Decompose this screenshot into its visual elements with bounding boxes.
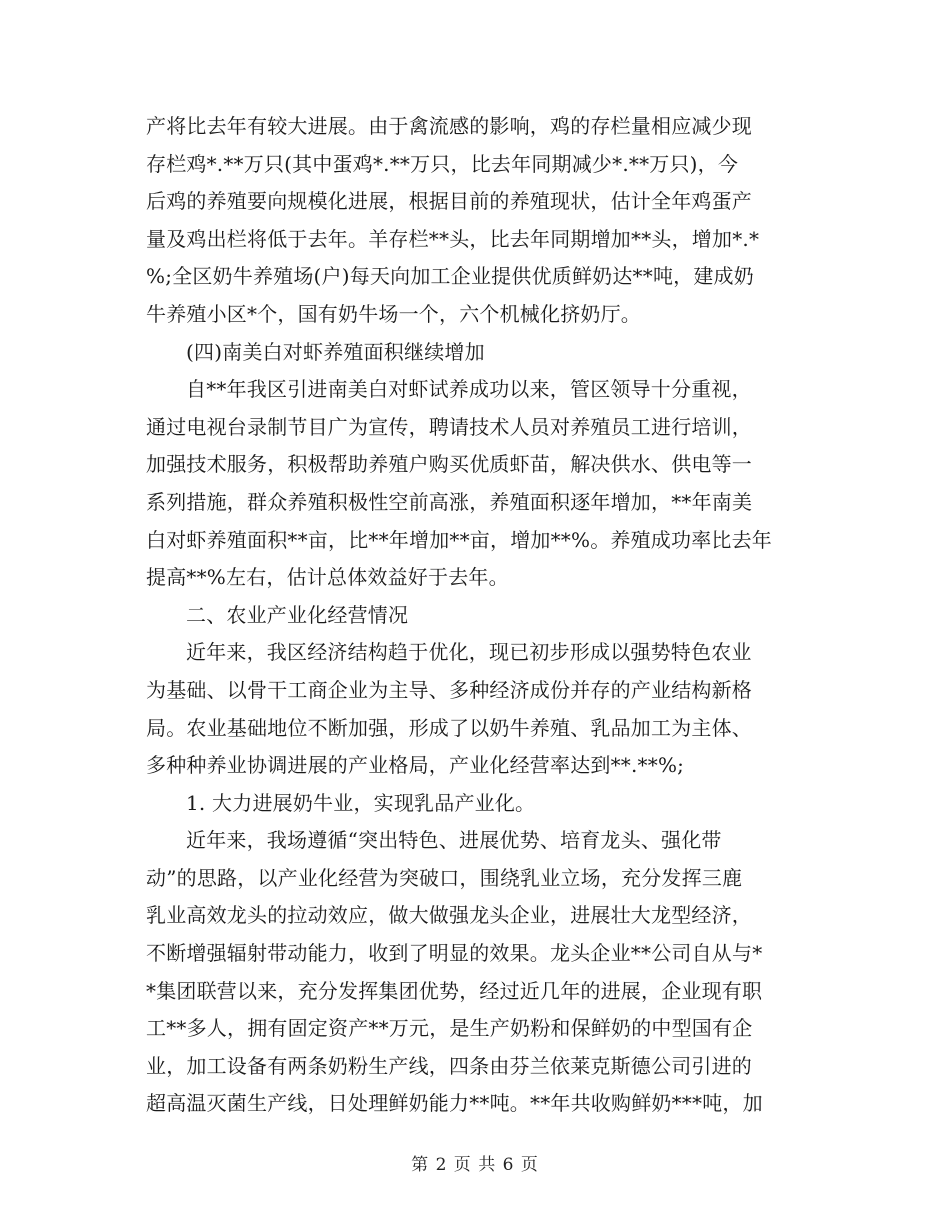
section-heading: 1. 大力进展奶牛业，实现乳品产业化。 — [186, 790, 536, 815]
section-heading: 二、农业产业化经营情况 — [186, 602, 409, 627]
body-line: *集团联营以来，充分发挥集团优势，经过近几年的进展，企业现有职 — [146, 978, 763, 1003]
body-line: 动”的思路，以产业化经营为突破口，围绕乳业立场，充分发挥三鹿 — [146, 865, 743, 890]
document-body — [146, 108, 806, 1123]
body-line: 为基础、以骨干工商企业为主导、多种经济成份并存的产业结构新格 — [146, 677, 752, 702]
body-line: 系列措施，群众养殖积极性空前高涨，养殖面积逐年增加，**年南美 — [146, 489, 753, 514]
body-line: 存栏鸡*.**万只(其中蛋鸡*.**万只，比去年同期减少*.**万只)，今 — [146, 151, 739, 176]
body-line: 白对虾养殖面积**亩，比**年增加**亩，增加**%。养殖成功率比去年 — [146, 527, 773, 552]
body-line: 近年来，我区经济结构趋于优化，现已初步形成以强势特色农业 — [186, 640, 752, 665]
body-line: 提高**%左右，估计总体效益好于去年。 — [146, 565, 509, 590]
body-line: 局。农业基础地位不断加强，形成了以奶牛养殖、乳品加工为主体、 — [146, 715, 752, 740]
body-line: 通过电视台录制节目广为宣传，聘请技术人员对养殖员工进行培训， — [146, 414, 752, 439]
body-line: 不断增强辐射带动能力，收到了明显的效果。龙头企业**公司自从与* — [146, 941, 763, 966]
body-line: 业，加工设备有两条奶粉生产线，四条由芬兰依莱克斯德公司引进的 — [146, 1053, 752, 1078]
body-line: 多种种养业协调进展的产业格局，产业化经营率达到**.**%; — [146, 753, 685, 778]
body-line: 牛养殖小区*个，国有奶牛场一个，六个机械化挤奶厅。 — [146, 301, 641, 326]
body-line: 后鸡的养殖要向规模化进展，根据目前的养殖现状，估计全年鸡蛋产 — [146, 189, 752, 214]
page-number-footer: 第 2 页 共 6 页 — [411, 1155, 539, 1175]
section-heading: (四)南美白对虾养殖面积继续增加 — [186, 339, 485, 364]
body-line: 乳业高效龙头的拉动效应，做大做强龙头企业，进展壮大龙型经济， — [146, 903, 752, 928]
body-line: %;全区奶牛养殖场(户)每天向加工企业提供优质鲜奶达**吨，建成奶 — [146, 264, 754, 289]
body-line: 产将比去年有较大进展。由于禽流感的影响，鸡的存栏量相应减少现 — [146, 114, 752, 138]
body-line: 自**年我区引进南美白对虾试养成功以来，管区领导十分重视， — [186, 377, 752, 402]
body-line: 工**多人，拥有固定资产**万元，是生产奶粉和保鲜奶的中型国有企 — [146, 1016, 753, 1041]
body-line: 加强技术服务，积极帮助养殖户购买优质虾苗，解决供水、供电等一 — [146, 452, 752, 477]
body-line: 量及鸡出栏将低于去年。羊存栏**头，比去年同期增加**头，增加*.* — [146, 226, 760, 251]
body-line: 超高温灭菌生产线，日处理鲜奶能力**吨。**年共收购鲜奶***吨，加 — [146, 1091, 763, 1116]
body-line: 近年来，我场遵循“突出特色、进展优势、培育龙头、强化带 — [186, 828, 722, 853]
